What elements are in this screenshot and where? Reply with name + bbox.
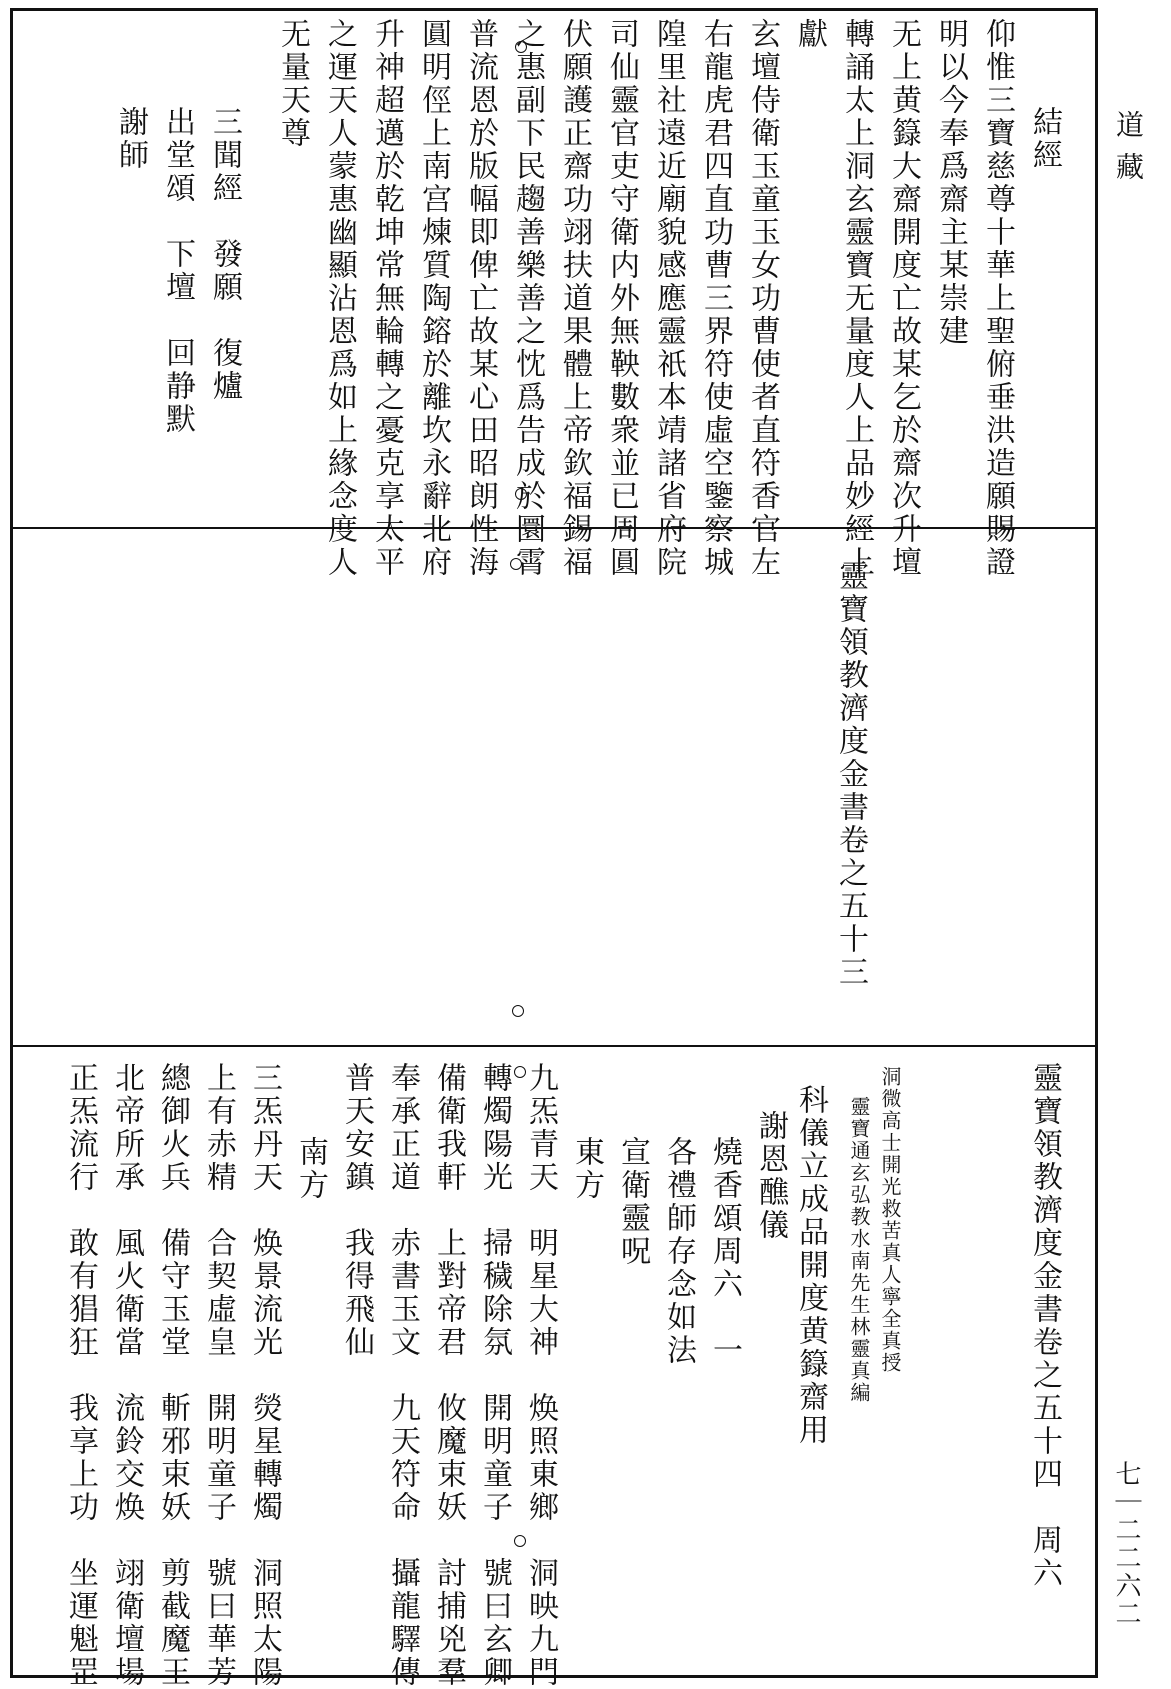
verse-column: 奉承正道 赤書玉文 九天符命 攝龍驛傳	[385, 1062, 420, 1689]
text-column: 宣衛靈呪	[615, 1136, 650, 1268]
text-column: 仰惟三寶慈尊十華上聖俯垂洪造願賜證	[980, 18, 1015, 579]
direction-heading: 南方	[293, 1136, 328, 1202]
text-column: 伏願護正齋功翊扶道果體上帝欽福錫福	[557, 18, 592, 579]
text-column: 獻	[792, 18, 827, 51]
text-column: 玄壇侍衛玉童玉女功曹使者直符香官左	[745, 18, 780, 579]
collection-title: 道藏	[1112, 110, 1145, 194]
text-column: 明以今奉爲齋主某崇建	[933, 18, 968, 348]
punctuation-circle	[512, 1005, 524, 1017]
middle-section	[14, 560, 1094, 1030]
punctuation-circle	[510, 558, 522, 570]
text-column: 隍里社遠近廟貌感應靈祇本靖諸省府院	[651, 18, 686, 579]
verse-column: 正炁流行 敢有猖狂 我享上功 坐運魁罡	[63, 1062, 98, 1689]
punctuation-circle	[514, 1066, 526, 1078]
transmitter-line: 洞微高士開光救苦真人寧全真授	[878, 1066, 902, 1374]
text-column: 司仙靈官吏守衛内外無鞅數衆並已周圓	[604, 18, 639, 579]
text-column: 轉誦太上洞玄靈寶无量度人上品妙經上	[839, 18, 874, 579]
text-column: 燒香頌周六 一	[707, 1136, 742, 1367]
text-column: 无量天尊	[275, 18, 310, 150]
verse-column: 上有赤精 合契虛皇 開明童子 號曰華芳	[201, 1062, 236, 1689]
section-divider-bottom	[10, 1045, 1098, 1047]
text-column: 出堂頌 下壇 回静默	[160, 106, 195, 436]
top-section	[14, 18, 1094, 579]
volume-title: 靈寶領教濟度金書卷之五十三	[833, 560, 868, 989]
punctuation-circle	[515, 41, 527, 53]
verse-column: 備衛我軒 上對帝君 攸魔束妖 討捕兇羣	[431, 1062, 466, 1689]
verse-column: 普天安鎮 我得飛仙	[339, 1062, 374, 1359]
compiler-line: 靈寶通玄弘教水南先生林靈真編	[847, 1096, 871, 1404]
text-column: 普流恩於版幅即俾亡故某心田昭朗性海	[463, 18, 498, 579]
text-column: 升神超邁於乾坤常無輪轉之憂克享太平	[369, 18, 404, 579]
text-column: 三聞經 發願 復爐	[207, 106, 242, 403]
text-column: 謝師	[113, 106, 148, 172]
ritual-title: 科儀立成品開度黄籙齋用	[793, 1084, 828, 1447]
punctuation-circle	[514, 1535, 526, 1547]
verse-column: 轉燭陽光 掃穢除氛 開明童子 號曰玄卿	[477, 1062, 512, 1689]
verse-column: 九炁青天 明星大神 焕照東鄉 洞映九門	[523, 1062, 558, 1689]
text-column: 右龍虎君四直功曹三界符使虛空鑒察城	[698, 18, 733, 579]
text-column: 之運天人蒙惠幽顯沾恩爲如上緣念度人	[322, 18, 357, 579]
punctuation-circle	[515, 488, 527, 500]
text-column: 圓明俓上南宫煉質陶鎔於離坎永辭北府	[416, 18, 451, 579]
volume-heading: 靈寶領教濟度金書卷之五十四 周六	[1027, 1062, 1062, 1590]
verse-column: 三炁丹天 焕景流光 熒星轉燭 洞照太陽	[247, 1062, 282, 1689]
verse-column: 總御火兵 備守玉堂 斬邪束妖 剪截魔王	[155, 1062, 190, 1689]
bottom-section	[14, 1062, 1094, 1689]
direction-heading: 東方	[569, 1136, 604, 1202]
text-column: 結經	[1027, 106, 1062, 172]
page-number: 七｜二二六二	[1111, 1460, 1141, 1628]
rite-name: 謝恩醮儀	[753, 1110, 788, 1242]
text-column: 各禮師存念如法	[661, 1136, 696, 1367]
text-column: 无上黄籙大齋開度亡故某乞於齋次升壇	[886, 18, 921, 579]
text-column: 之惠副下民趨善樂善之忱爲告成於圜霄	[510, 18, 545, 579]
verse-column: 北帝所承 風火衛當 流鈴交焕 翊衛壇場	[109, 1062, 144, 1689]
